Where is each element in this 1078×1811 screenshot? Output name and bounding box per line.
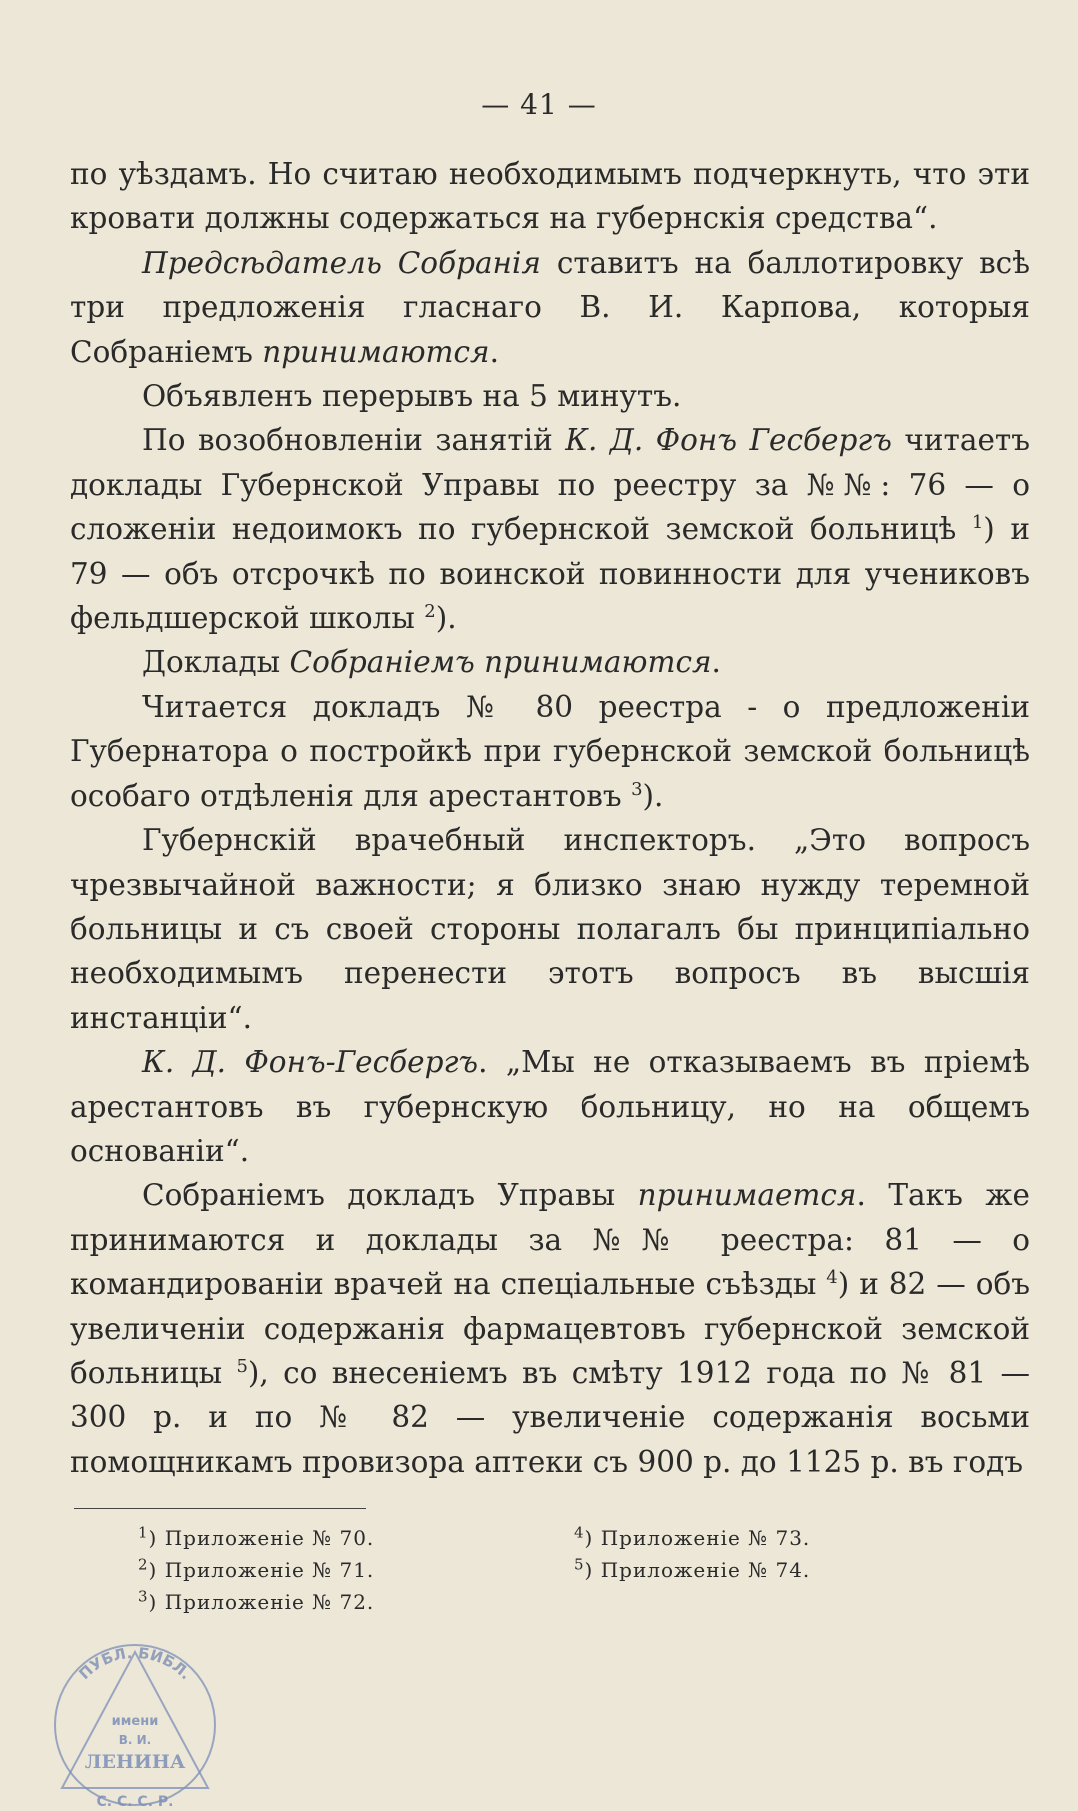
footnote-text: ) Приложеніе № 72. [148,1590,375,1614]
body-text [70,152,1030,1484]
footnotes-right-column [574,1522,810,1586]
text-run: Губернскій врачебный инспекторъ. „Это вопросъ чрезвычайной важности; я близко знаю нужду теремной больницы и съ своей стороны полагалъ бы принципіально необходимымъ перенести этотъ вопросъ въ высшія инстанціи“. [70,823,1030,1035]
paragraph [70,241,1030,374]
footnote-item [138,1522,374,1554]
text-run: по уѣздамъ. Но считаю необходимымъ подчеркнуть, что эти кровати должны содержаться на губернскія средства“. [70,157,1030,236]
page-number: — 41 — [481,88,597,121]
stamp-line-3: ЛЕНИНА [84,1751,186,1773]
svg-text:ПУБЛ. БИБЛ. [75,1644,195,1683]
stamp-top-text: ПУБЛ. БИБЛ. [75,1643,196,1684]
footnote-mark: 1 [138,1523,149,1542]
text-run: Доклады [142,645,290,680]
paragraph [70,152,1030,241]
text-run: ) и 82 — объ увеличеніи содержанія фармацевтовъ губернской земской больницы [70,1267,1030,1390]
text-run: По возобновленіи занятій [142,423,566,458]
paragraph [70,418,1030,640]
footnote-reference: 2 [424,601,436,623]
text-run: ). [642,778,664,813]
italic-text: К. Д. Фонъ-Гесбергъ [142,1045,479,1080]
text-run: . Такъ же принимаются и доклады за №№ реестра: 81 — о командированіи врачей на спеціальные съѣзды [70,1178,1030,1302]
footnote-item [574,1554,810,1586]
footnotes-left-column [138,1522,374,1618]
footnote-item [138,1586,374,1618]
text-run: Объявленъ перерывъ на 5 минутъ. [142,379,682,414]
footnote-reference: 1 [971,512,984,534]
italic-text: К. Д. Фонъ Гесбергъ [565,423,892,458]
paragraph [70,685,1030,818]
footnote-text: ) Приложеніе № 71. [148,1558,375,1582]
text-run: ), со внесеніемъ въ смѣту 1912 года по № 81 — 300 р. и по № 82 — увеличеніе содержанія восьми помощникамъ провизора аптеки съ 900 р. до 1125 р. въ годъ [70,1355,1030,1479]
footnote-reference: 5 [236,1356,248,1378]
stamp-line-2: В. И. [118,1733,152,1747]
footnote-mark: 4 [574,1523,585,1542]
stamp-bottom-text: С. С. С. Р. [96,1794,174,1808]
italic-text: Собраніемъ принимаются [289,645,712,680]
footnote-mark: 3 [138,1587,149,1606]
text-run: Собраніемъ докладъ Управы [142,1178,638,1213]
text-run: Читается докладъ № 80 реестра - о предложеніи Губернатора о постройкѣ при губернской земской больницѣ особаго отдѣленія для арестантовъ [70,689,1030,813]
text-run: ) и 79 — объ отсрочкѣ по воинской повинности для учениковъ фельдшерской школы [70,512,1030,636]
text-run: ставитъ на баллотировку всѣ три предложенія гласнаго В. И. Карпова, которыя Собраніемъ [70,245,1030,369]
footnote-text: ) Приложеніе № 70. [148,1526,375,1550]
paragraph [70,640,1030,684]
text-run: . „Мы не отказываемъ въ пріемѣ арестантовъ въ губернскую больницу, но на общемъ основаніи“. [70,1045,1030,1168]
footnote-text: ) Приложеніе № 74. [584,1558,811,1582]
paragraph [70,1173,1030,1484]
footnote-mark: 5 [574,1555,585,1574]
italic-text: Предсѣдатель Собранія [142,245,541,280]
text-run: читаетъ доклады Губернской Управы по реестру за №№: 76 — о сложеніи недоимокъ по губернской земской больницѣ [70,423,1030,547]
footnote-divider [74,1508,366,1509]
text-run: ). [435,601,457,636]
italic-text: принимается [637,1178,857,1213]
footnote-mark: 2 [138,1555,149,1574]
footnote-reference: 4 [826,1267,838,1289]
text-run: . [489,334,499,369]
footnote-item [574,1522,810,1554]
library-stamp [40,1630,230,1808]
paragraph [70,374,1030,418]
text-run: . [711,645,721,680]
paragraph [70,1040,1030,1173]
stamp-line-1: имени [111,1714,159,1729]
paragraph [70,818,1030,1040]
footnote-item [138,1554,374,1586]
footnote-text: ) Приложеніе № 73. [584,1526,811,1550]
italic-text: принимаются [262,334,490,369]
footnote-reference: 3 [631,778,643,800]
